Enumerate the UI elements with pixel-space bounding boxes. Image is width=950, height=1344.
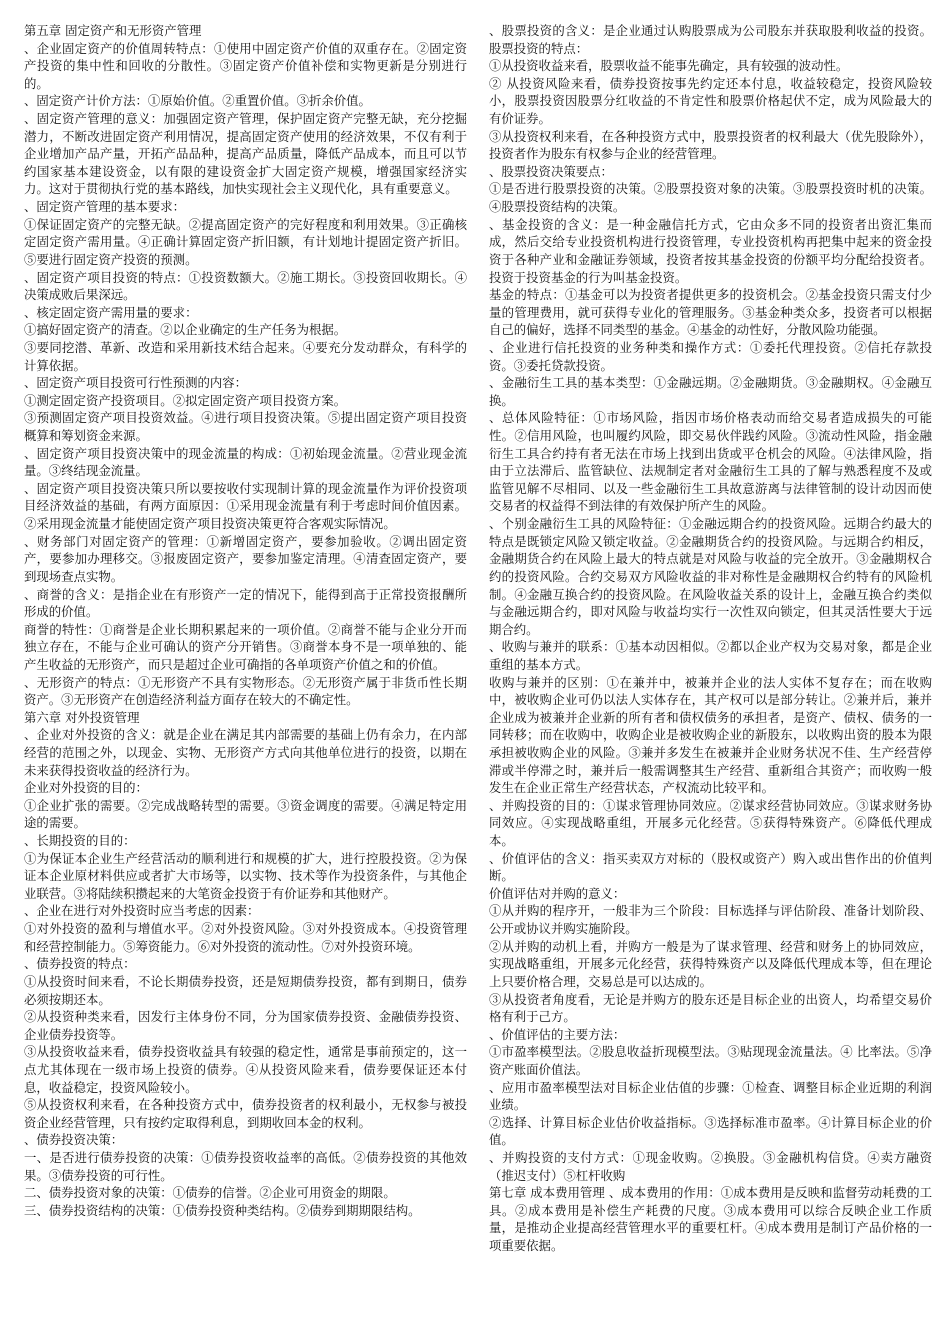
left-column-paragraph: 二、债券投资对象的决策：①债券的信誉。②企业可用资金的期限。 bbox=[24, 1185, 396, 1201]
right-column-paragraph: 、收购与兼并的联系：①基本动因相似。②都以企业产权为交易对象，都是企业重组的基本方式。 bbox=[489, 639, 932, 672]
right-column-paragraph: 、应用市盈率模型法对目标企业估值的步骤：①检查、调整目标企业近期的利润业绩。 bbox=[489, 1079, 932, 1113]
right-column-paragraph: 第七章 成本费用管理 、成本费用的作用：①成本费用是反映和监督劳动耗费的工具。②成本费用是补偿生产耗费的尺度。③成本费用可以综合反映企业工作质量，是推动企业提高经营管理水平的重要杠杆。④成本费用是制订产品价格的一项重要依据。 bbox=[489, 1185, 932, 1254]
right-column-paragraph: 、总体风险特征：①市场风险，指因市场价格表动而给交易者造成损失的可能性。②信用风险，也叫履约风险，即交易伙伴践约风险。③流动性风险，指金融衍生工具合约持有者无法在市场上找到出货或平仓机会的风险。④法律风险，指由于立法滞后、监管缺位、法规制定者对金融衍生工具的了解与熟悉程度不及或监管见解不尽相同、以及一些金融衍生工具故意游离与法律管制的设计动因而使交易者的权益得不到法律的有效保护所产生的风险。 bbox=[489, 410, 932, 514]
right-column-paragraph: 、基金投资的含义：是一种金融信托方式，它由众多不同的投资者出资汇集而成，然后交给专业投资机构进行投资管理，专业投资机构再把集中起来的资金投资于各种产业和金融证券领域，投资者按其基金投资的份额平均分配给投资者。投资于投资基金的行为叫基金投资。 bbox=[489, 216, 932, 285]
left-column-paragraph: 、固定资产项目投资可行性预测的内容： bbox=[24, 375, 248, 391]
left-column-paragraph: ①企业扩张的需要。②完成战略转型的需要。③资金调度的需要。④满足特定用途的需要。 bbox=[24, 797, 467, 831]
left-column-paragraph: ①从投资时间来看，不论长期债券投资，还是短期债券投资，都有到期日，债券必须按期还本。 bbox=[24, 973, 467, 1007]
left-column-paragraph: ③预测固定资产项目投资效益。④进行项目投资决策。⑤提出固定资产项目投资概算和筹划资金来源。 bbox=[24, 410, 467, 444]
left-column-paragraph: 、企业固定资产的价值周转特点：①使用中固定资产价值的双重存在。②固定资产投资的集中性和回收的分散性。③固定资产价值补偿和实物更新是分别进行的。 bbox=[24, 40, 467, 91]
left-column-paragraph: 、长期投资的目的： bbox=[24, 833, 136, 849]
left-column-paragraph: 、固定资产项目投资的特点：①投资数额大。②施工期长。③投资回收期长。④决策成败后果深远。 bbox=[24, 269, 467, 303]
left-column-paragraph: ①测定固定资产投资项目。②拟定固定资产项目投资方案。 bbox=[24, 392, 347, 408]
right-column-paragraph: 、价值评估的主要方法： bbox=[489, 1026, 626, 1042]
left-column-paragraph: 、企业对外投资的含义：就是企业在满足其内部需要的基础上仍有余力，在内部经营的范围之外，以现金、实物、无形资产方式向其他单位进行的投资，以期在未来获得投资收益的经济行为。 bbox=[24, 727, 467, 778]
right-column-paragraph: ③从投资者角度看，无论是并购方的股东还是目标企业的出资人，均希望交易价格有利于己方。 bbox=[489, 991, 932, 1025]
right-column-paragraph: 价值评估对并购的意义： bbox=[489, 885, 626, 901]
left-column-paragraph: 三、债券投资结构的决策：①债券投资种类结构。②债券到期期限结构。 bbox=[24, 1202, 421, 1218]
left-column-paragraph: ①为保证本企业生产经营活动的顺利进行和规模的扩大，进行控股投资。②为保证本企业原材料供应或者扩大市场等，以实物、技术等作为投资条件，与其他企业联营。③将陆续积攒起来的大笔资金投资于有价证券和其他财产。 bbox=[24, 850, 467, 901]
left-column-paragraph: ①搞好固定资产的清查。②以企业确定的生产任务为根据。 bbox=[24, 322, 347, 338]
left-column-paragraph: 第六章 对外投资管理 bbox=[24, 709, 140, 725]
right-column-paragraph: 、并购投资的支付方式：①现金收购。②换股。③金融机构信贷。④卖方融资（推迟支付）⑤杠杆收购 bbox=[489, 1150, 932, 1183]
left-text-column bbox=[24, 22, 467, 1336]
right-column-paragraph: ①从投资收益来看，股票收益不能事先确定，具有较强的波动性。 bbox=[489, 58, 849, 74]
left-column-paragraph: 商誉的特性：①商誉是企业长期积累起来的一项价值。②商誉不能与企业分开而独立存在，不能与企业可确认的资产分开销售。③商誉本身不是一项单独的、能产生收益的无形资产，而只是超过企业可确指的各单项资产价值之和的价值。 bbox=[24, 621, 467, 672]
left-column-paragraph: 企业对外投资的目的： bbox=[24, 780, 148, 796]
left-column-paragraph: 、企业在进行对外投资时应当考虑的因素： bbox=[24, 903, 260, 919]
left-column-paragraph: 、债券投资的特点： bbox=[24, 956, 136, 972]
right-column-paragraph: 、企业进行信托投资的业务种类和操作方式：①委托代理投资。②信托存款投资。③委托贷款投资。 bbox=[489, 339, 932, 373]
left-column-paragraph: 第五章 固定资产和无形资产管理 bbox=[24, 23, 202, 38]
left-column-paragraph: ①对外投资的盈利与增值水平。②对外投资风险。③对外投资成本。④投资管理和经营控制能力。⑤筹资能力。⑥对外投资的流动性。⑦对外投资环境。 bbox=[24, 921, 467, 954]
left-column-paragraph: 、固定资产管理的基本要求： bbox=[24, 199, 186, 215]
right-column-paragraph: 收购与兼并的区别：①在兼并中，被兼并企业的法人实体不复存在；而在收购中，被收购企业可仍以法人实体存在，其产权可以是部分转让。②兼并后，兼并企业成为被兼并企业新的所有者和债权债务的承担者，是资产、债权、债务的一同转移；而在收购中，收购企业是被收购企业的新股东，以收购出资的股本为限承担被收购企业的风险。③兼并多发生在被兼并企业财务状况不佳、生产经营停滞或半停滞之时，兼并后一般需调整其生产经营、重新组合其资产；而收购一般发生在企业正常生产经营状态，产权流动比较平和。 bbox=[489, 674, 932, 796]
right-column-paragraph: 、并购投资的目的：①谋求管理协同效应。②谋求经营协同效应。③谋求财务协同效应。④实现战略重组，开展多元化经营。⑤获得特殊资产。⑥降低代理成本。 bbox=[489, 797, 932, 849]
right-column-paragraph: 、股票投资决策要点： bbox=[489, 163, 613, 179]
left-column-paragraph: 、固定资产计价方法：①原始价值。②重置价值。③折余价值。 bbox=[24, 93, 371, 109]
left-column-paragraph: 、固定资产项目投资决策中的现金流量的构成：①初始现金流量。②营业现金流量。③终结现金流量。 bbox=[24, 445, 467, 479]
left-column-paragraph: ③从投资收益来看，债券投资收益具有较强的稳定性，通常是事前预定的，这一点尤其体现在一级市场上投资的债券。④从投资风险来看，债券要保证还本付息，收益稳定，投资风险较小。 bbox=[24, 1044, 467, 1095]
right-column-paragraph: ② 从投资风险来看，债券投资按事先约定还本付息，收益较稳定，投资风险较小，股票投资因股票分红收益的不肯定性和股票价格起伏不定，成为风险最大的有价证券。 bbox=[489, 75, 932, 127]
right-column-paragraph: ②从并购的动机上看，并购方一般是为了谋求管理、经营和财务上的协同效应，实现战略重组，开展多元化经营，获得特殊资产以及降低代理成本等，但在理论上只要价格合理，交易总是可以达成的。 bbox=[489, 938, 932, 989]
right-column-paragraph: ①市盈率模型法。②股息收益折现模型法。③贴现现金流量法。④ 比率法。⑤净资产账面价值法。 bbox=[489, 1044, 932, 1077]
right-column-paragraph: 、个别金融衍生工具的风险特征：①金融远期合约的投资风险。远期合约最大的特点是既锁定风险又锁定收益。②金融期货合约的投资风险。与远期合约相反，金融期货合约在风险上最大的特点就是对风险与收益的完全放开。③金融期权合约的投资风险。合约交易双方风险收益的非对称性是金融期权合约特有的风险机制。④金融互换合约的投资风险。在风险收益关系的设计上，金融互换合约类似与金融远期合约，即对风险与收益均实行一次性双向锁定，但其灵活性要大于远期合约。 bbox=[489, 516, 932, 637]
right-column-paragraph: ①从并购的程序开，一般非为三个阶段：目标选择与评估阶段、准备计划阶段、公开或协议并购实施阶段。 bbox=[489, 903, 932, 937]
right-column-paragraph: 基金的特点：①基金可以为投资者提供更多的投资机会。②基金投资只需支付少量的管理费用，就可获得专业化的管理服务。③基金种类众多，投资者可以根据自己的偏好，选择不同类型的基金。④基金的动性好，分散风险功能强。 bbox=[489, 287, 932, 338]
left-column-paragraph: ②从投资种类来看，因发行主体身份不同，分为国家债券投资、金融债券投资、企业债券投资等。 bbox=[24, 1009, 467, 1042]
left-column-paragraph: 、财务部门对固定资产的管理：①新增固定资产，要参加验收。②调出固定资产，要参加办理移交。③报废固定资产，要参加鉴定清理。④清查固定资产，要到现场查点实物。 bbox=[24, 533, 467, 584]
left-column-paragraph: ⑤从投资权利来看，在各种投资方式中，债券投资者的权利最小，无权参与被投资企业经营管理，只有按约定取得利息，到期收回本金的权利。 bbox=[24, 1097, 467, 1130]
right-column-paragraph: ③从投资权利来看，在各种投资方式中，股票投资者的权利最大（优先股除外），投资者作为股东有权参与企业的经营管理。 bbox=[489, 128, 932, 162]
left-column-paragraph: 、固定资产项目投资决策只所以要按收付实现制计算的现金流量作为评价投资项目经济效益的基础，有两方面原因：①采用现金流量有利于考虑时间价值因素。②采用现金流量才能使固定资产项目投资决策更符合客观实际情况。 bbox=[24, 480, 467, 532]
left-column-paragraph: ③要同挖潜、革新、改造和采用新技术结合起来。④要充分发动群众，有科学的计算依据。 bbox=[24, 339, 467, 373]
right-column-paragraph: ②选择、计算目标企业估价收益指标。③选择标准市盈率。④计算目标企业的价值。 bbox=[489, 1114, 932, 1148]
left-column-paragraph: 、商誉的含义：是指企业在有形资产一定的情况下，能得到高于正常投资报酬所形成的价值。 bbox=[24, 586, 467, 620]
left-column-paragraph: 、核定固定资产需用量的要求： bbox=[24, 304, 198, 320]
left-column-paragraph: 一、是否进行债券投资的决策：①债券投资收益率的高低。②债券投资的其他效果。③债券投资的可行性。 bbox=[24, 1150, 467, 1183]
right-column-paragraph: 、金融衍生工具的基本类型：①金融远期。②金融期货。③金融期权。④金融互换。 bbox=[489, 375, 932, 408]
right-column-paragraph: ①是否进行股票投资的决策。②股票投资对象的决策。③股票投资时机的决策。④股票投资结构的决策。 bbox=[489, 181, 932, 215]
right-column-paragraph: 、价值评估的含义：指买卖双方对标的（股权或资产）购入或出售作出的价值判断。 bbox=[489, 850, 932, 884]
right-column-paragraph: 、股票投资的含义：是企业通过认购股票成为公司股东并获取股利收益的投资。股票投资的特点： bbox=[489, 23, 932, 56]
left-column-paragraph: 、债券投资决策： bbox=[24, 1132, 124, 1148]
right-text-column bbox=[489, 22, 932, 1336]
left-column-paragraph: 、无形资产的特点：①无形资产不具有实物形态。②无形资产属于非货币性长期资产。③无形资产在创造经济利益方面存在较大的不确定性。 bbox=[24, 674, 467, 708]
left-column-paragraph: 、固定资产管理的意义：加强固定资产管理，保护固定资产完整无缺，充分挖掘潜力，不断改进固定资产利用情况，提高固定资产使用的经济效果，不仅有利于企业增加产品产量，开拓产品品种，提高产品质量，降低产品成本，而且可以节约国家基本建设资金，以有限的建设资金扩大固定资产规模，增强国家经济实力。这对于贯彻执行党的基本路线，加快实现社会主义现代化，具有重要意义。 bbox=[24, 111, 467, 197]
left-column-paragraph: ①保证固定资产的完整无缺。②提高固定资产的完好程度和利用效果。③正确核定固定资产需用量。④正确计算固定资产折旧额，有计划地计提固定资产折旧。⑤要进行固定资产投资的预测。 bbox=[24, 216, 467, 267]
